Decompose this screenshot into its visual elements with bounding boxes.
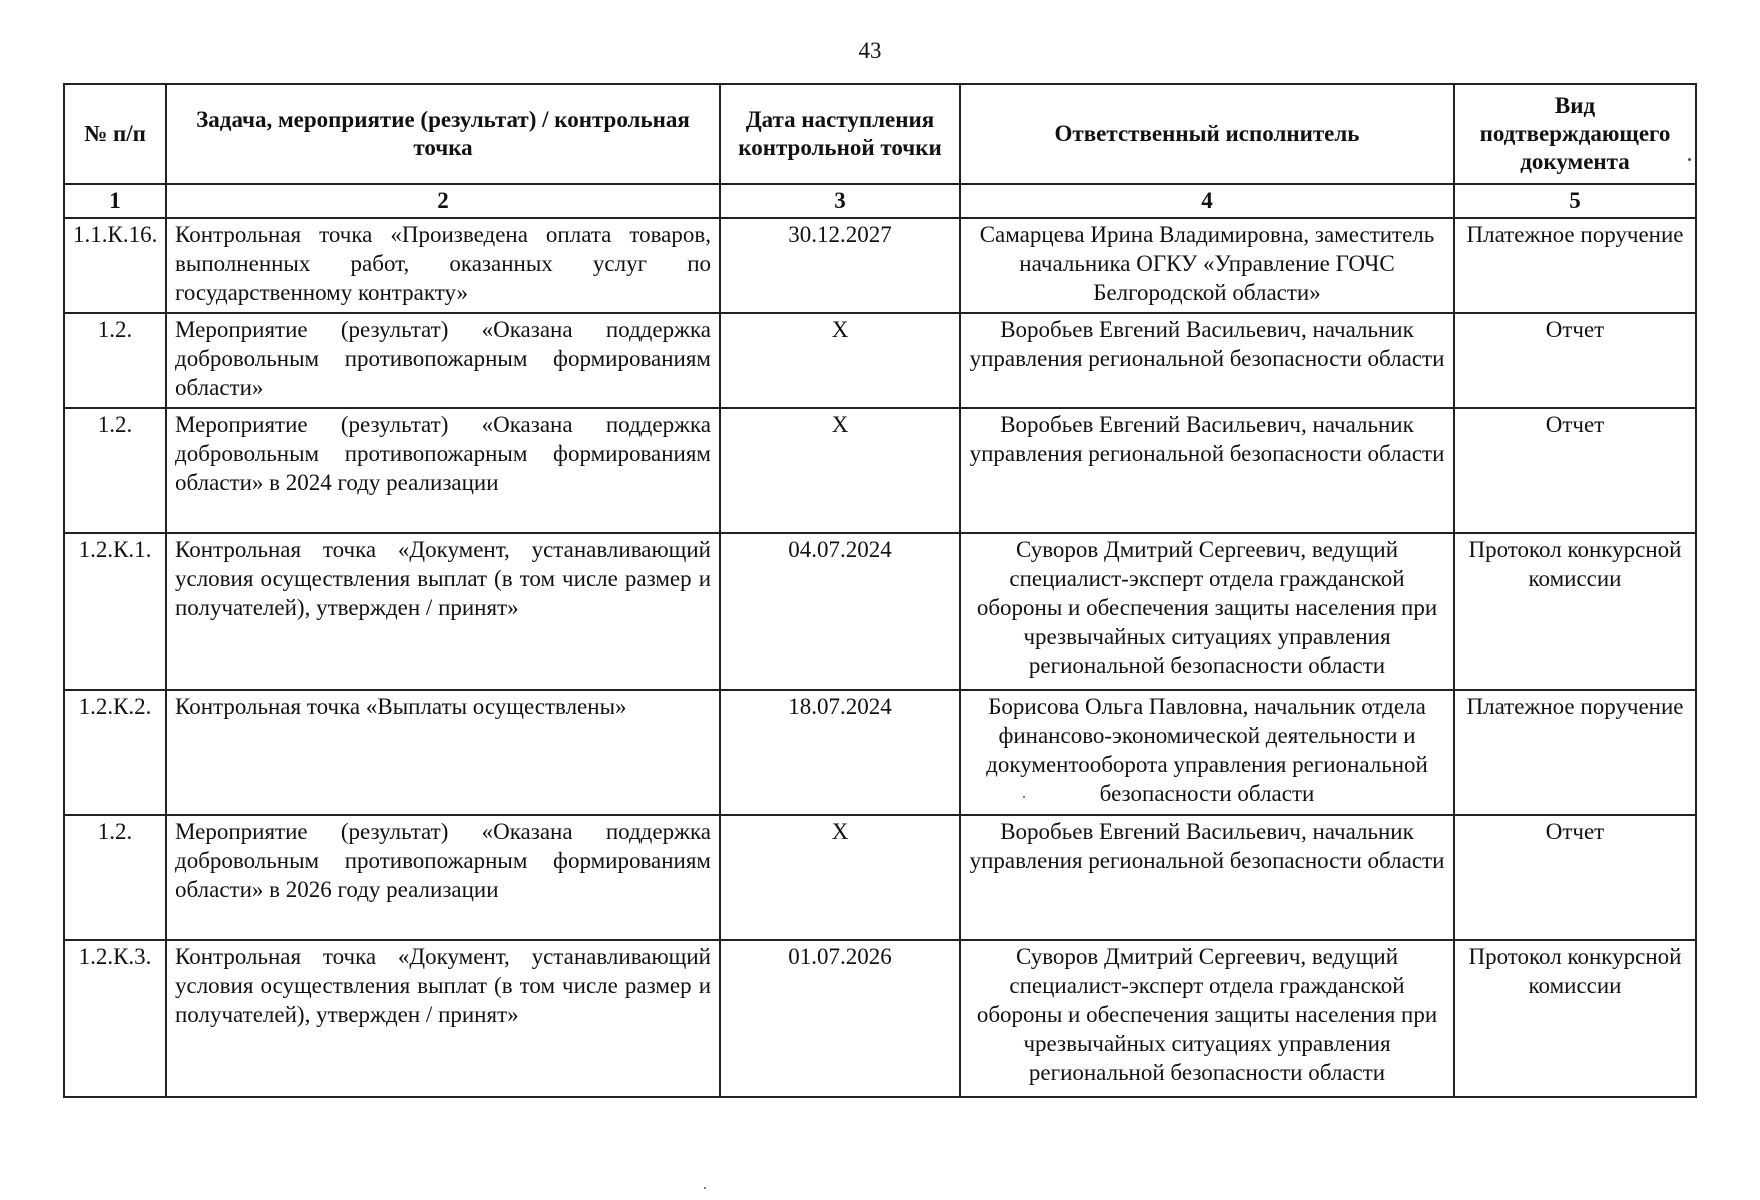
column-number: 2 xyxy=(166,184,720,218)
row-date: 01.07.2026 xyxy=(720,940,960,1097)
header-row xyxy=(64,84,1696,184)
row-date: X xyxy=(720,815,960,940)
row-task: Мероприятие (результат) «Оказана поддержка добровольным противопожарным формированиям области» в 2026 году реализации xyxy=(166,815,720,940)
column-number-row xyxy=(64,184,1696,218)
row-number: 1.2. xyxy=(64,815,166,940)
scan-artifact-dot xyxy=(1023,796,1025,798)
table-row xyxy=(64,313,1696,408)
row-task: Контрольная точка «Произведена оплата товаров, выполненных работ, оказанных услуг по государственному контракту» xyxy=(166,218,720,313)
table-row xyxy=(64,940,1696,1097)
row-number: 1.2.К.1. xyxy=(64,533,166,690)
header-task: Задача, мероприятие (результат) / контрольная точка xyxy=(166,84,720,184)
row-document: Отчет xyxy=(1454,815,1696,940)
row-number: 1.2. xyxy=(64,313,166,408)
header-number: № п/п xyxy=(64,84,166,184)
row-task: Контрольная точка «Документ, устанавливающий условия осуществления выплат (в том числе размер и получателей), утвержден / принят» xyxy=(166,533,720,690)
row-document: Протокол конкурсной комиссии xyxy=(1454,940,1696,1097)
row-responsible: Суворов Дмитрий Сергеевич, ведущий специалист-эксперт отдела гражданской обороны и обеспечения защиты населения при чрезвычайных ситуациях управления региональной безопасности области xyxy=(960,533,1454,690)
row-task: Мероприятие (результат) «Оказана поддержка добровольным противопожарным формированиям области» xyxy=(166,313,720,408)
row-date: 18.07.2024 xyxy=(720,690,960,815)
column-number: 1 xyxy=(64,184,166,218)
row-document: Отчет xyxy=(1454,313,1696,408)
scan-artifact-dot xyxy=(1688,158,1691,161)
row-responsible: Борисова Ольга Павловна, начальник отдела финансово-экономической деятельности и документооборота управления региональной безопасности области xyxy=(960,690,1454,815)
row-responsible: Воробьев Евгений Васильевич, начальник управления региональной безопасности области xyxy=(960,815,1454,940)
page-number: 43 xyxy=(858,38,882,63)
row-number: 1.2. xyxy=(64,408,166,533)
row-number: 1.1.К.16. xyxy=(64,218,166,313)
table-row xyxy=(64,218,1696,313)
header-date: Дата наступления контрольной точки xyxy=(720,84,960,184)
row-document: Платежное поручение xyxy=(1454,690,1696,815)
row-date: X xyxy=(720,313,960,408)
row-date: X xyxy=(720,408,960,533)
row-task: Контрольная точка «Выплаты осуществлены» xyxy=(166,690,720,815)
row-date: 30.12.2027 xyxy=(720,218,960,313)
row-task: Мероприятие (результат) «Оказана поддержка добровольным противопожарным формированиям области» в 2024 году реализации xyxy=(166,408,720,533)
table-row xyxy=(64,690,1696,815)
row-responsible: Воробьев Евгений Васильевич, начальник управления региональной безопасности области xyxy=(960,313,1454,408)
header-document: Вид подтверждающего документа xyxy=(1454,84,1696,184)
column-number: 4 xyxy=(960,184,1454,218)
row-document: Отчет xyxy=(1454,408,1696,533)
column-number: 5 xyxy=(1454,184,1696,218)
row-document: Платежное поручение xyxy=(1454,218,1696,313)
row-document: Протокол конкурсной комиссии xyxy=(1454,533,1696,690)
row-number: 1.2.К.3. xyxy=(64,940,166,1097)
table-row xyxy=(64,815,1696,940)
row-responsible: Самарцева Ирина Владимировна, заместитель начальника ОГКУ «Управление ГОЧС Белгородской области» xyxy=(960,218,1454,313)
control-points-table xyxy=(63,83,1697,1098)
table-row xyxy=(64,533,1696,690)
row-task: Контрольная точка «Документ, устанавливающий условия осуществления выплат (в том числе размер и получателей), утвержден / принят» xyxy=(166,940,720,1097)
header-responsible: Ответственный исполнитель xyxy=(960,84,1454,184)
column-number: 3 xyxy=(720,184,960,218)
row-date: 04.07.2024 xyxy=(720,533,960,690)
table-row xyxy=(64,408,1696,533)
row-responsible: Воробьев Евгений Васильевич, начальник управления региональной безопасности области xyxy=(960,408,1454,533)
scan-artifact-dot xyxy=(704,1187,706,1189)
row-number: 1.2.К.2. xyxy=(64,690,166,815)
row-responsible: Суворов Дмитрий Сергеевич, ведущий специалист-эксперт отдела гражданской обороны и обеспечения защиты населения при чрезвычайных ситуациях управления региональной безопасности области xyxy=(960,940,1454,1097)
